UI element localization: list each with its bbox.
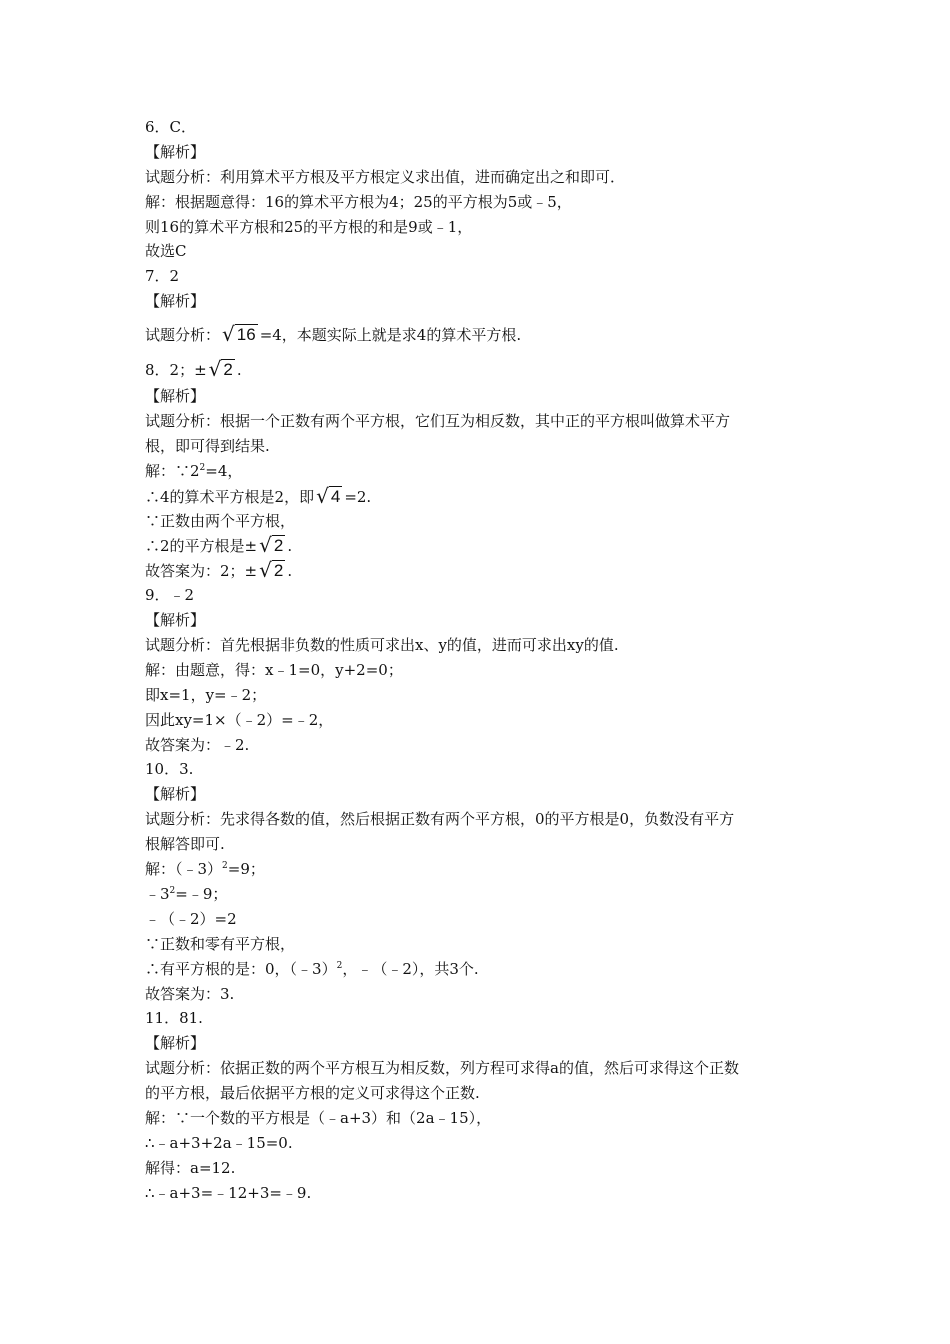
analysis-label: 【解析】 bbox=[145, 387, 206, 406]
text-line: 根解答即可. bbox=[145, 835, 225, 854]
exponent: 2 bbox=[222, 861, 228, 872]
sqrt-4: √ 4 bbox=[316, 483, 341, 508]
text-fragment: 解：∵2 bbox=[145, 461, 200, 480]
text-fragment: ∴4的算术平方根是2，即 bbox=[145, 487, 315, 506]
text-line: 解：由题意，得：x﹣1=0，y+2=0； bbox=[145, 660, 403, 679]
text-fragment: ∴有平方根的是：0，（﹣3） bbox=[145, 959, 337, 978]
text-line: ∴﹣a+3+2a﹣15=0. bbox=[145, 1133, 293, 1152]
answer-11-heading: 11．81. bbox=[145, 1009, 203, 1028]
answer-6-heading: 6．C． bbox=[145, 118, 197, 136]
text-line bbox=[145, 314, 815, 354]
text-line bbox=[145, 957, 815, 982]
text-line: 故答案为：3. bbox=[145, 984, 235, 1003]
text-line: 试题分析：先求得各数的值，然后根据正数有两个平方根，0的平方根是0，负数没有平方 bbox=[145, 810, 735, 829]
answer-7-heading: 7．2 bbox=[145, 267, 180, 286]
text-line bbox=[145, 882, 815, 907]
analysis-label: 【解析】 bbox=[145, 142, 206, 161]
radicand: 4 bbox=[330, 486, 341, 506]
radicand: 16 bbox=[236, 325, 256, 345]
text-fragment: ∴2的平方根是± bbox=[145, 537, 258, 556]
analysis-label: 【解析】 bbox=[145, 292, 206, 311]
text-line bbox=[145, 558, 815, 583]
text-line: 即x=1，y=﹣2； bbox=[145, 685, 267, 704]
radicand: 2 bbox=[223, 360, 233, 380]
analysis-label: 【解析】 bbox=[145, 785, 206, 804]
text-line: 因此xy=1×（﹣2）=﹣2， bbox=[145, 710, 334, 729]
text-fragment: =﹣9； bbox=[175, 884, 228, 903]
text-line bbox=[145, 484, 815, 509]
text-line: 解：∵一个数的平方根是（﹣a+3）和（2a﹣15）， bbox=[145, 1108, 492, 1127]
text-fragment: =2. bbox=[344, 487, 372, 506]
text-line: ﹣（﹣2）=2 bbox=[145, 909, 237, 928]
text-line: ∴﹣a+3=﹣12+3=﹣9. bbox=[145, 1183, 312, 1202]
text-line bbox=[145, 533, 815, 558]
text-fragment: 故答案为：2；± bbox=[145, 562, 258, 581]
answer-8-heading bbox=[145, 354, 815, 384]
text-fragment: 试题分析： bbox=[145, 326, 221, 345]
text-fragment: 解：（﹣3） bbox=[145, 860, 223, 879]
text-line: 试题分析：依据正数的两个平方根互为相反数，列方程可求得a的值，然后可求得这个正数 bbox=[145, 1059, 739, 1078]
answer-text bbox=[145, 115, 815, 1206]
radicand: 2 bbox=[273, 536, 284, 556]
text-fragment: . bbox=[287, 537, 293, 556]
text-line: ∵正数和零有平方根， bbox=[145, 934, 296, 953]
text-line: 试题分析：利用算术平方根及平方根定义求出值，进而确定出之和即可． bbox=[145, 167, 626, 186]
sqrt-16: √ 16 bbox=[222, 322, 256, 347]
analysis-label: 【解析】 bbox=[145, 611, 206, 630]
text-line bbox=[145, 459, 815, 484]
text-fragment: =4，本题实际上就是求4的算术平方根. bbox=[259, 326, 522, 345]
text-line: 解：根据题意得：16的算术平方根为4；25的平方根为5或﹣5， bbox=[145, 192, 572, 211]
sqrt-2: √ 2 bbox=[259, 558, 284, 583]
text-fragment: . bbox=[236, 361, 242, 380]
text-line: 则16的算术平方根和25的平方根的和是9或﹣1， bbox=[145, 217, 473, 236]
text-line bbox=[145, 857, 815, 882]
text-line: 故答案为：﹣2. bbox=[145, 735, 250, 754]
exponent: 2 bbox=[336, 960, 343, 971]
text-fragment: =9； bbox=[227, 860, 265, 879]
text-fragment: ﹣3 bbox=[145, 884, 170, 903]
exponent: 2 bbox=[169, 885, 176, 896]
text-line: 根，即可得到结果. bbox=[145, 436, 270, 455]
answer-10-heading: 10．3. bbox=[145, 760, 194, 779]
text-line: ∵正数由两个平方根， bbox=[145, 511, 296, 530]
text-line: 试题分析：首先根据非负数的性质可求出x、y的值，进而可求出xy的值. bbox=[145, 636, 619, 655]
sqrt-2: √ 2 bbox=[208, 357, 233, 382]
text-fragment: . bbox=[287, 562, 293, 581]
text-fragment: 8．2；± bbox=[145, 361, 207, 380]
text-fragment: =4， bbox=[205, 461, 243, 480]
text-line: 解得：a=12. bbox=[145, 1158, 236, 1177]
text-line: 故选C bbox=[145, 242, 187, 261]
analysis-label: 【解析】 bbox=[145, 1034, 206, 1053]
text-line: 的平方根，最后依据平方根的定义可求得这个正数. bbox=[145, 1084, 480, 1103]
sqrt-2: √ 2 bbox=[259, 533, 284, 558]
text-line: 试题分析：根据一个正数有两个平方根，它们互为相反数，其中正的平方根叫做算术平方 bbox=[145, 412, 731, 431]
exponent: 2 bbox=[199, 462, 206, 473]
answer-9-heading: 9．﹣2 bbox=[145, 586, 195, 605]
text-fragment: ，﹣（﹣2），共3个. bbox=[342, 959, 479, 978]
radicand: 2 bbox=[273, 561, 284, 581]
